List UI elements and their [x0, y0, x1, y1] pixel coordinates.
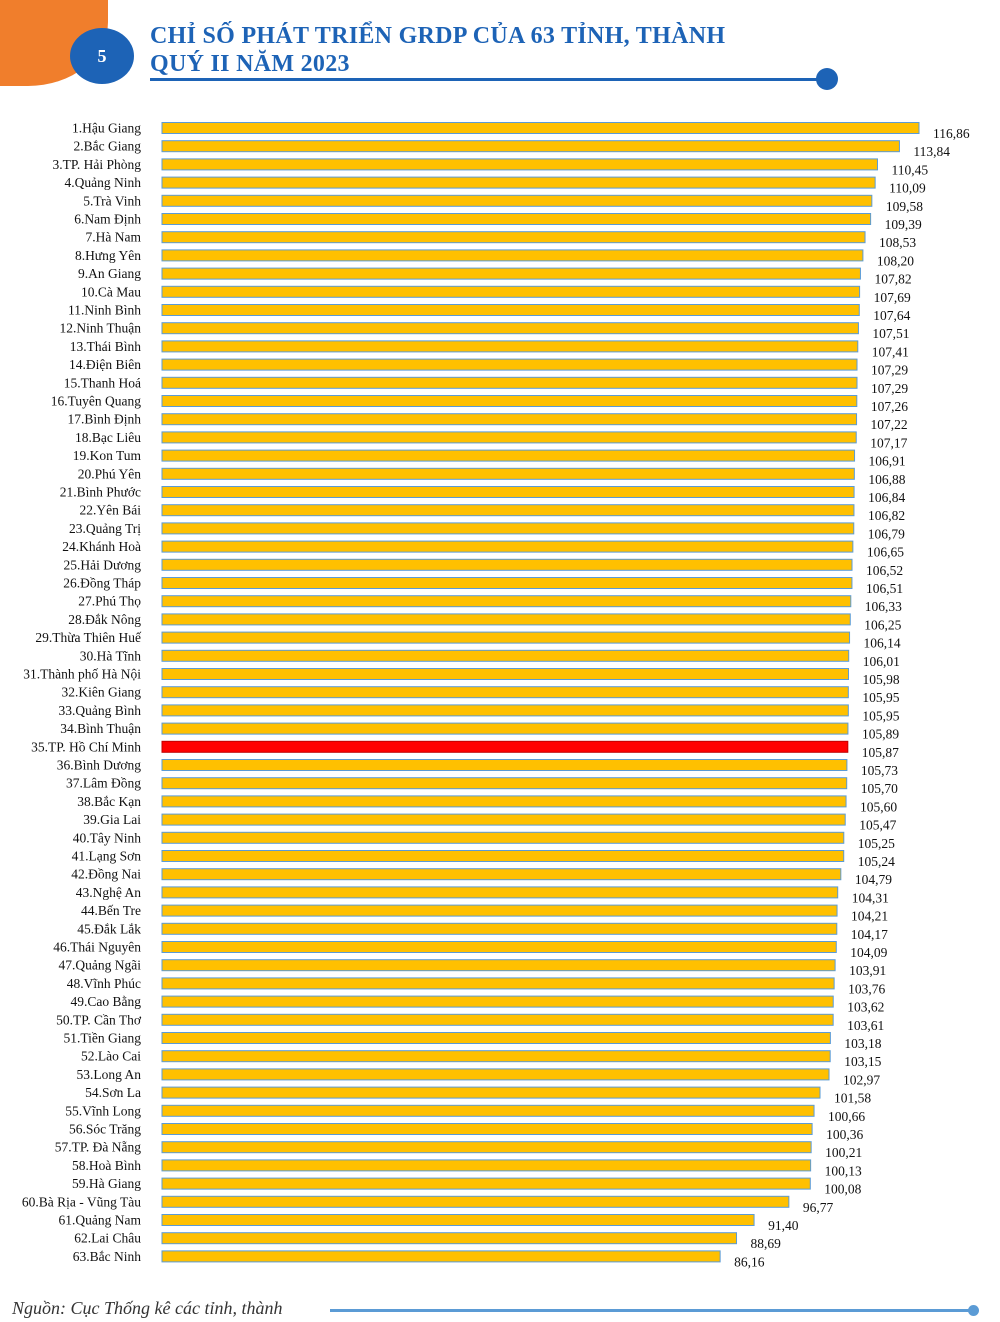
value-label: 105,24	[857, 854, 895, 869]
value-label: 107,82	[874, 271, 912, 287]
category-label: 58.Hoà Bình	[72, 1157, 141, 1173]
category-label: 39.Gia Lai	[83, 812, 141, 828]
bar	[162, 960, 835, 971]
category-label: 3.TP. Hải Phòng	[52, 156, 141, 172]
value-label: 113,84	[913, 144, 951, 160]
category-label: 15.Thanh Hoá	[63, 375, 141, 391]
category-label: 50.TP. Cần Thơ	[56, 1012, 141, 1028]
category-label: 10.Cà Mau	[81, 284, 141, 300]
bar	[162, 323, 858, 334]
category-label: 49.Cao Bằng	[70, 994, 141, 1010]
category-label: 25.Hải Dương	[63, 557, 141, 573]
value-label: 110,09	[889, 180, 926, 196]
bar	[162, 432, 856, 443]
bar	[162, 1087, 820, 1098]
value-label: 105,89	[861, 726, 900, 742]
value-label: 106,25	[864, 617, 902, 633]
bar	[162, 214, 871, 225]
bar	[162, 559, 852, 570]
value-label: 108,20	[876, 253, 915, 269]
source-note: Nguồn: Cục Thống kê các tỉnh, thành	[12, 1298, 283, 1318]
category-label: 19.Kon Tum	[72, 448, 141, 464]
bar	[162, 341, 858, 352]
category-label: 31.Thành phố Hà Nội	[23, 666, 141, 682]
category-label: 11.Ninh Bình	[67, 302, 141, 318]
bar	[162, 541, 853, 552]
bar	[162, 305, 859, 316]
bar	[162, 268, 860, 279]
value-label: 105,98	[862, 672, 900, 687]
category-label: 23.Quảng Trị	[68, 520, 141, 536]
bar	[162, 141, 899, 152]
value-label: 103,91	[849, 963, 887, 979]
value-label: 101,58	[834, 1090, 872, 1106]
bar	[162, 1233, 737, 1244]
category-label: 14.Điện Biên	[69, 357, 141, 373]
value-label: 106,88	[868, 471, 906, 487]
category-label: 1.Hậu Giang	[72, 120, 141, 136]
bar	[162, 996, 833, 1007]
value-label: 100,08	[824, 1181, 862, 1197]
value-label: 100,36	[826, 1127, 864, 1142]
category-label: 59.Hà Giang	[72, 1176, 141, 1192]
category-label: 37.Lâm Đồng	[66, 775, 141, 791]
title-underline-dot	[816, 68, 838, 90]
category-label: 24.Khánh Hoà	[62, 539, 141, 555]
value-label: 107,17	[870, 435, 908, 451]
value-label: 105,87	[861, 744, 899, 760]
value-label: 105,95	[862, 690, 900, 706]
category-label: 60.Bà Rịa - Vũng Tàu	[21, 1194, 141, 1210]
value-label: 106,65	[866, 544, 904, 560]
value-label: 102,97	[843, 1072, 881, 1088]
category-label: 13.Thái Bình	[69, 338, 141, 354]
value-label: 107,64	[873, 308, 911, 323]
bar-chart	[0, 115, 1000, 1275]
category-label: 52.Lào Cai	[81, 1048, 141, 1064]
value-label: 107,41	[871, 344, 909, 360]
value-label: 107,26	[870, 399, 908, 414]
bar	[162, 250, 863, 261]
category-label: 56.Sóc Trăng	[68, 1121, 141, 1137]
value-label: 106,79	[867, 526, 905, 542]
title-line-2: QUÝ II NĂM 2023	[150, 51, 350, 77]
category-label: 6.Nam Định	[74, 211, 141, 227]
value-label: 105,60	[860, 799, 898, 815]
bar	[162, 650, 849, 661]
value-label: 106,84	[868, 490, 906, 505]
bar	[162, 851, 844, 862]
category-label: 29.Thừa Thiên Huế	[35, 630, 141, 646]
bar	[162, 286, 860, 297]
bar	[162, 177, 875, 188]
bar	[162, 1196, 789, 1207]
category-label: 63.Bắc Ninh	[72, 1248, 141, 1264]
footer-rule	[330, 1309, 972, 1312]
category-label: 8.Hưng Yên	[74, 247, 141, 263]
category-label: 42.Đồng Nai	[71, 866, 141, 882]
value-label: 103,61	[847, 1017, 885, 1033]
category-label: 28.Đắk Nông	[68, 611, 141, 627]
bar	[162, 1051, 830, 1062]
category-label: 54.Sơn La	[85, 1085, 141, 1101]
bar	[162, 523, 854, 534]
value-label: 106,51	[865, 581, 904, 596]
value-label: 109,58	[885, 198, 923, 214]
title-line-1: CHỈ SỐ PHÁT TRIỂN GRDP CỦA 63 TỈNH, THÀNH	[150, 23, 726, 49]
value-label: 105,47	[859, 817, 897, 833]
bar	[162, 505, 854, 516]
bar	[162, 905, 837, 916]
value-label: 108,53	[879, 235, 917, 251]
bar	[162, 1124, 812, 1135]
category-label: 40.Tây Ninh	[72, 830, 141, 846]
bar	[162, 1178, 810, 1189]
category-label: 16.Tuyên Quang	[50, 393, 141, 409]
bar	[162, 778, 847, 789]
bar	[162, 1160, 811, 1171]
category-label: 55.Vĩnh Long	[65, 1103, 141, 1119]
page-number-badge: 5	[70, 28, 134, 84]
footer-rule-dot	[968, 1305, 979, 1316]
value-label: 105,25	[857, 835, 895, 851]
bar	[162, 978, 834, 989]
category-label: 46.Thái Nguyên	[53, 939, 141, 955]
bar-highlighted	[162, 741, 848, 752]
bar	[162, 887, 838, 898]
value-label: 104,31	[851, 890, 889, 906]
category-label: 2.Bắc Giang	[73, 138, 141, 154]
bar	[162, 942, 836, 953]
bar	[162, 796, 846, 807]
bar	[162, 414, 857, 425]
category-label: 22.Yên Bái	[79, 502, 141, 518]
category-label: 17.Bình Định	[67, 411, 141, 427]
bar	[162, 687, 848, 698]
bar	[162, 814, 845, 825]
category-label: 32.Kiên Giang	[61, 684, 141, 700]
bar	[162, 669, 849, 680]
category-label: 44.Bến Tre	[80, 903, 141, 919]
value-label: 104,09	[850, 945, 888, 960]
value-label: 103,76	[848, 981, 886, 997]
category-label: 47.Quảng Ngãi	[58, 957, 141, 973]
bar	[162, 1142, 811, 1153]
category-label: 38.Bắc Kạn	[77, 793, 141, 809]
category-label: 48.Vĩnh Phúc	[66, 975, 141, 991]
value-label: 100,66	[828, 1108, 866, 1124]
value-label: 105,73	[860, 763, 899, 778]
bar	[162, 596, 851, 607]
value-label: 100,13	[824, 1163, 862, 1179]
value-label: 107,29	[871, 362, 909, 378]
category-label: 26.Đồng Tháp	[63, 575, 141, 591]
value-label: 105,70	[860, 781, 898, 797]
bar	[162, 123, 919, 134]
value-label: 106,82	[867, 508, 906, 524]
bar	[162, 614, 850, 625]
category-label: 45.Đắk Lắk	[77, 921, 141, 937]
category-label: 4.Quảng Ninh	[64, 175, 141, 191]
value-label: 106,14	[863, 635, 901, 651]
category-label: 35.TP. Hồ Chí Minh	[31, 739, 141, 755]
value-label: 103,15	[844, 1054, 882, 1070]
value-label: 110,45	[891, 162, 929, 178]
value-label: 107,22	[870, 417, 908, 433]
value-label: 104,21	[851, 908, 889, 924]
category-label: 36.Bình Dương	[56, 757, 141, 773]
bar	[162, 578, 852, 589]
title-underline	[150, 78, 822, 81]
category-label: 5.Trà Vinh	[83, 193, 141, 209]
value-label: 106,01	[862, 653, 900, 669]
bar	[162, 232, 865, 243]
value-label: 107,51	[872, 326, 910, 342]
bar	[162, 923, 837, 934]
category-label: 18.Bạc Liêu	[75, 429, 141, 445]
category-label: 33.Quảng Bình	[58, 702, 141, 718]
bar	[162, 159, 877, 170]
bar	[162, 705, 848, 716]
bar	[162, 1069, 829, 1080]
value-label: 109,39	[884, 217, 922, 232]
value-label: 88,69	[750, 1236, 781, 1252]
bar	[162, 632, 850, 643]
value-label: 96,77	[802, 1199, 834, 1215]
value-label: 106,91	[868, 453, 906, 469]
bar	[162, 450, 855, 461]
bar	[162, 760, 847, 771]
value-label: 106,33	[864, 599, 902, 615]
category-label: 57.TP. Đà Nẵng	[54, 1139, 141, 1155]
value-label: 107,69	[873, 289, 911, 305]
value-label: 103,62	[847, 999, 885, 1015]
bar	[162, 1251, 720, 1262]
category-label: 27.Phú Thọ	[78, 593, 141, 609]
category-label: 9.An Giang	[78, 266, 141, 282]
category-label: 62.Lai Châu	[74, 1230, 141, 1246]
category-label: 12.Ninh Thuận	[59, 320, 141, 336]
category-label: 20.Phú Yên	[77, 466, 141, 482]
bar	[162, 359, 857, 370]
bar	[162, 468, 854, 479]
value-label: 86,16	[734, 1254, 765, 1270]
value-label: 103,18	[844, 1036, 882, 1051]
value-label: 104,17	[850, 926, 888, 942]
category-label: 34.Bình Thuận	[60, 721, 141, 737]
category-label: 21.Bình Phước	[59, 484, 141, 500]
bar	[162, 1033, 830, 1044]
bar	[162, 1105, 814, 1116]
value-label: 105,95	[862, 708, 900, 724]
category-label: 30.Hà Tĩnh	[79, 648, 141, 664]
category-label: 51.Tiền Giang	[63, 1030, 141, 1046]
value-label: 100,21	[825, 1145, 863, 1161]
bar	[162, 1215, 754, 1226]
value-label: 104,79	[854, 872, 892, 888]
category-label: 41.Lạng Sơn	[71, 848, 141, 864]
bar	[162, 377, 857, 388]
value-label: 91,40	[768, 1218, 799, 1233]
value-label: 107,29	[871, 380, 909, 396]
bar	[162, 832, 844, 843]
bar	[162, 195, 872, 206]
bar	[162, 1014, 833, 1025]
value-label: 106,52	[866, 562, 904, 578]
bar	[162, 869, 841, 880]
category-label: 53.Long An	[76, 1066, 141, 1082]
page-title	[150, 22, 725, 78]
bar	[162, 723, 848, 734]
bar	[162, 396, 857, 407]
category-label: 7.Hà Nam	[85, 229, 141, 245]
category-label: 43.Nghệ An	[75, 884, 141, 900]
value-label: 116,86	[933, 126, 970, 141]
category-label: 61.Quảng Nam	[58, 1212, 141, 1228]
bar	[162, 487, 854, 498]
